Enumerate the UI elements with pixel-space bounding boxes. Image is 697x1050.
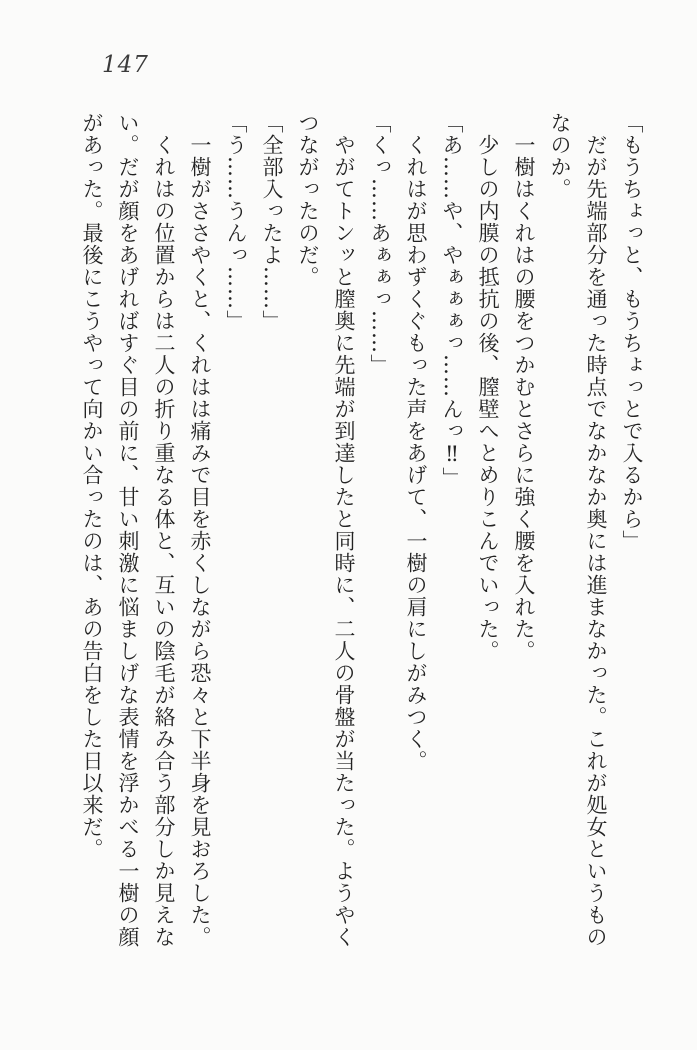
- text-line: 「全部入ったよ……」: [260, 112, 284, 332]
- text-line: つながったのだ。: [296, 112, 320, 288]
- text-line: なのか。: [548, 112, 572, 200]
- text-line: があった。最後にこうやって向かい合ったのは、あの告白をした日以来だ。: [80, 112, 104, 860]
- text-line: 「もうちょっと、もうちょっとで入るから」: [620, 112, 644, 552]
- text-line: やがてトンッと膣奥に先端が到達したと同時に、二人の骨盤が当たった。ようやく: [332, 112, 356, 948]
- text-line: 「あ……や、やぁぁぁっ……んっ‼」: [440, 112, 464, 489]
- text-line: 「う……うんっ……」: [224, 112, 248, 332]
- text-line: 一樹はくれはの腰をつかむとさらに強く腰を入れた。: [512, 112, 536, 662]
- text-line: い。だが顔をあげればすぐ目の前に、甘い刺激に悩ましげな表情を浮かべる一樹の顔: [116, 112, 140, 948]
- vertical-text-block: [72, 112, 650, 984]
- text-line: 「くっ……あぁぁっ……」: [368, 112, 392, 376]
- text-line: 一樹がささやくと、くれはは痛みで目を赤くしながら恐々と下半身を見おろした。: [188, 112, 212, 948]
- text-line: 少しの内膜の抵抗の後、膣壁へとめりこんでいった。: [476, 112, 500, 662]
- text-line: くれはが思わずくぐもった声をあげて、一樹の肩にしがみつく。: [404, 112, 428, 772]
- page-number: 147: [102, 52, 149, 78]
- text-line: だが先端部分を通った時点でなかなか奥には進まなかった。これが処女というもの: [584, 112, 608, 948]
- text-line: くれはの位置からは二人の折り重なる体と、互いの陰毛が絡み合う部分しか見えな: [152, 112, 176, 948]
